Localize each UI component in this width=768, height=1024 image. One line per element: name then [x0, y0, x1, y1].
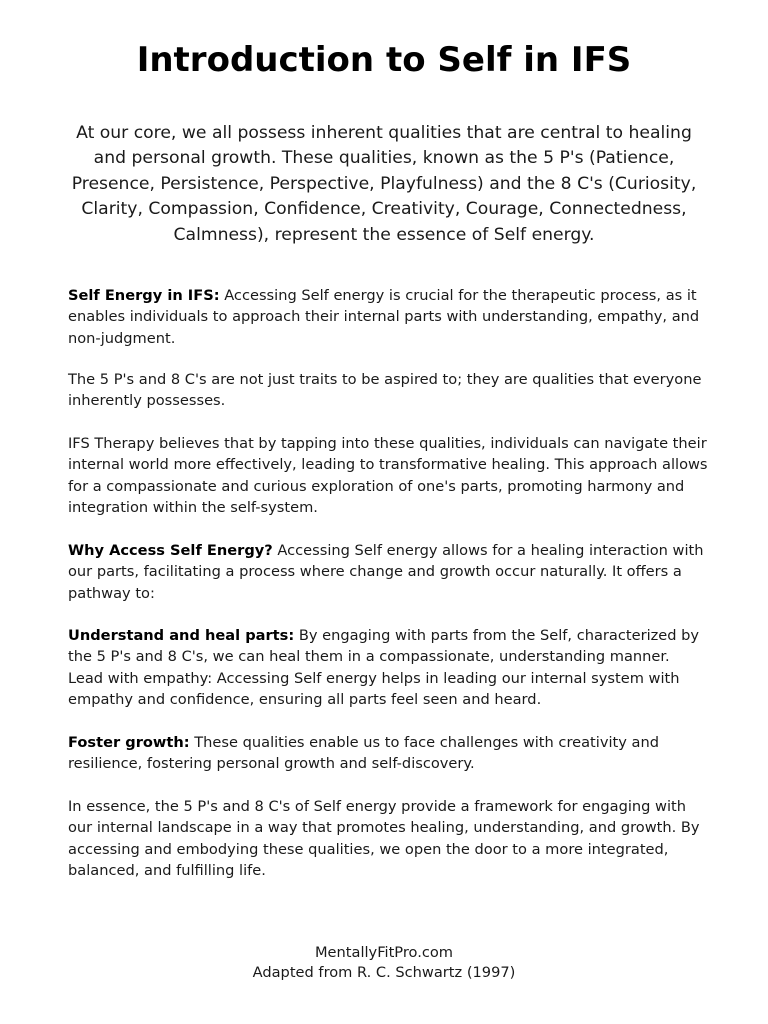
self-energy-paragraph [68, 285, 708, 349]
why-access-text: Accessing Self energy allows for a healing interaction with our parts, facilitating a process where change and growth occur naturally. It offers a pathway to: [68, 542, 704, 602]
why-access-paragraph [68, 540, 708, 604]
traits-paragraph: The 5 P's and 8 C's are not just traits to be aspired to; they are qualities that everyone inherently possesses. [68, 371, 702, 410]
footer-site: MentallyFitPro.com [314, 944, 454, 961]
foster-growth-heading: Foster growth: [68, 734, 190, 751]
page-title: Introduction to Self in IFS [136, 40, 632, 80]
understand-heal-paragraph [68, 625, 708, 711]
foster-growth-paragraph [68, 732, 708, 775]
foster-growth-text: These qualities enable us to face challenges with creativity and resilience, fostering personal growth and self-discovery. [68, 734, 659, 773]
ifs-therapy-paragraph: IFS Therapy believes that by tapping into these qualities, individuals can navigate their internal world more effectively, leading to transformative healing. This approach allows for a compassionate and curious exploration of one's parts, promoting harmony and integration within the self-system. [68, 435, 708, 517]
footer-credit: Adapted from R. C. Schwartz (1997) [252, 964, 516, 981]
self-energy-heading: Self Energy in IFS: [68, 287, 220, 304]
in-essence-paragraph: In essence, the 5 P's and 8 C's of Self energy provide a framework for engaging with our internal landscape in a way that promotes healing, understanding, and growth. By accessing and embodying these qualities, we open the door to a more integrated, balanced, and fulfilling life. [68, 798, 700, 880]
footer [0, 943, 768, 983]
why-access-heading: Why Access Self Energy? [68, 542, 273, 559]
understand-heal-text: By engaging with parts from the Self, characterized by the 5 P's and 8 C's, we can heal them in a compassionate, understanding manner. Lead with empathy: Accessing Self energy helps in leading our internal system with empathy and confidence, ensuring all parts feel seen and heard. [68, 627, 700, 709]
self-energy-text: Accessing Self energy is crucial for the therapeutic process, as it enables individuals to approach their internal parts with understanding, empathy, and non-judgment. [68, 287, 700, 347]
intro-paragraph: At our core, we all possess inherent qualities that are central to healing and personal growth. These qualities, known as the 5 P's (Patience, Presence, Persistence, Perspective, Playfulness) and the 8 C's (Curiosity, Clarity, Compassion, Confidence, Creativity, Courage, Connectedness, Calmness), represent the essence of Self energy. [71, 123, 697, 245]
understand-heal-heading: Understand and heal parts: [68, 627, 295, 644]
